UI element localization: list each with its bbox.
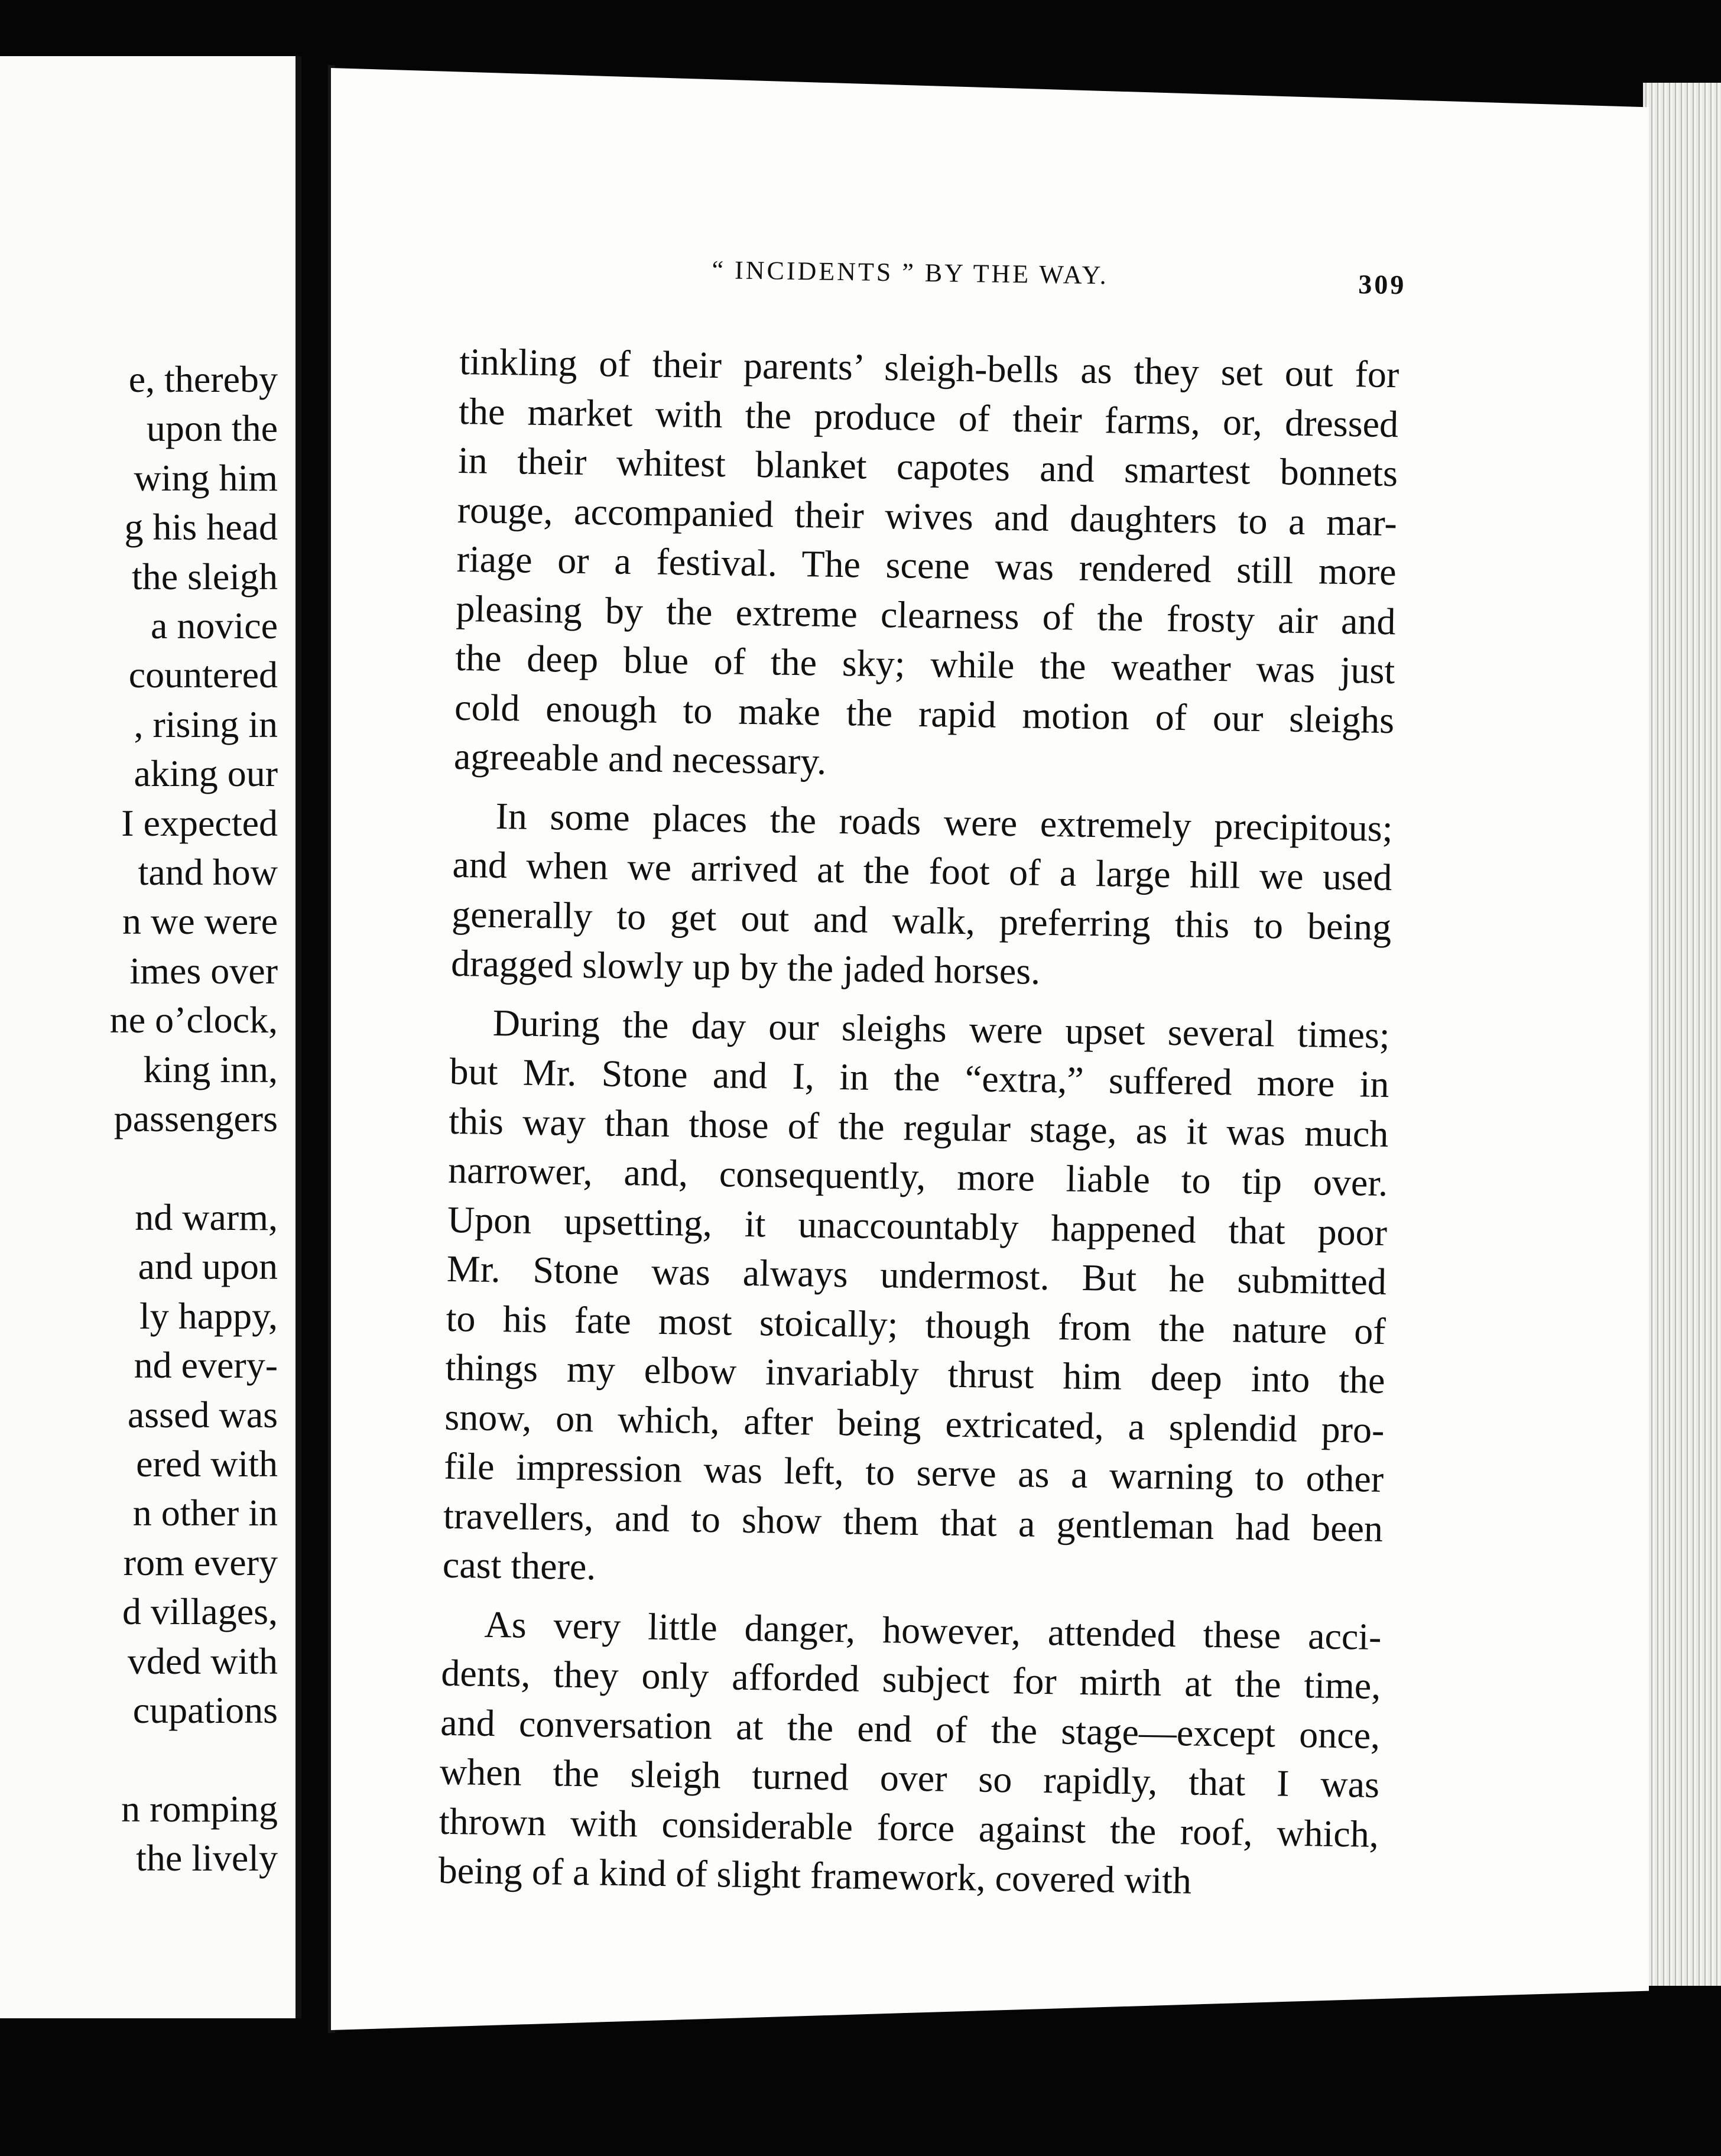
left-page-line: nd every-	[134, 1344, 278, 1387]
text-line: snow, on which, after being extricated, a splendid pro-	[444, 1395, 1385, 1451]
left-page-line: passengers	[113, 1098, 278, 1140]
text-line: Upon upsetting, it unaccountably happened that poor	[447, 1198, 1388, 1254]
left-page-line: n other in	[132, 1492, 278, 1534]
left-page-line: assed was	[127, 1393, 278, 1436]
left-page-line	[110, 1144, 278, 1193]
left-page-line: a novice	[151, 605, 278, 647]
text-line: agreeable and necessary.	[453, 735, 827, 782]
left-page-line: king inn,	[143, 1048, 278, 1090]
text-line: narrower, and, consequently, more liable to tip over.	[447, 1148, 1388, 1204]
text-line: In some places the roads were extremely precipitous;	[495, 794, 1394, 849]
left-page-text	[110, 355, 278, 1883]
text-line: and when we arrived at the foot of a large hill we used	[452, 843, 1392, 899]
body-text	[438, 337, 1399, 1908]
left-page-line: d villages,	[122, 1590, 278, 1633]
left-page-line: g his head	[124, 506, 278, 548]
left-page-line: vded with	[127, 1639, 278, 1682]
left-page-line: n romping	[121, 1787, 278, 1830]
text-line: the market with the produce of their farms, or, dressed	[458, 389, 1399, 445]
paragraph	[442, 997, 1390, 1602]
paragraph	[451, 790, 1394, 1001]
left-page-line: tand how	[138, 851, 278, 894]
text-line: dents, they only afforded subject for mirth at the time,	[440, 1651, 1381, 1707]
left-page-line: ly happy,	[139, 1294, 278, 1337]
left-page-line: countered	[128, 654, 278, 696]
left-page-line: the sleigh	[131, 555, 278, 598]
left-page-line: rom every	[123, 1541, 278, 1583]
right-page-text	[438, 251, 1407, 1917]
left-page-line: nd warm,	[135, 1196, 278, 1238]
text-line: but Mr. Stone and I, in the “extra,” suffered more in	[449, 1050, 1389, 1106]
left-page-line: I expected	[121, 801, 278, 844]
text-line: riage or a festival. The scene was rendered still more	[456, 537, 1397, 593]
left-page	[0, 56, 301, 2018]
text-line: dragged slowly up by the jaded horses.	[450, 941, 1041, 992]
left-page-line: e, thereby	[128, 358, 278, 400]
text-line: when the sleigh turned over so rapidly, that I was	[439, 1750, 1380, 1806]
left-page-line: and upon	[138, 1245, 278, 1288]
page-edges	[1643, 83, 1721, 1986]
text-line: thrown with considerable force against the roof, which,	[439, 1800, 1379, 1855]
text-line: generally to get out and walk, preferring this to being	[451, 892, 1392, 948]
left-page-line: imes over	[129, 949, 278, 992]
left-page-line	[110, 1735, 278, 1784]
text-line: to his fate most stoically; though from the nature of	[446, 1297, 1386, 1352]
text-line: the deep blue of the sky; while the weather was just	[454, 636, 1395, 692]
left-page-line: wing him	[134, 456, 278, 499]
text-line: in their whitest blanket capotes and smartest bonnets	[457, 439, 1398, 495]
left-page-line: , rising in	[134, 703, 278, 745]
text-line: this way than those of the regular stage, as it was much	[448, 1099, 1389, 1155]
text-line: cast there.	[442, 1543, 596, 1588]
left-page-line: n we were	[122, 900, 278, 943]
running-head-title: “ INCIDENTS ” BY THE WAY.	[712, 255, 1109, 290]
left-page-line: the lively	[136, 1837, 278, 1879]
left-page-line: cupations	[132, 1689, 278, 1731]
text-line: Mr. Stone was always undermost. But he submitted	[446, 1247, 1387, 1303]
left-page-line: ne o’clock,	[109, 999, 278, 1041]
text-line: and conversation at the end of the stage—except once,	[440, 1701, 1381, 1756]
page-number: 309	[1358, 269, 1407, 300]
text-line: rouge, accompanied their wives and daughters to a mar-	[457, 488, 1398, 544]
text-line: file impression was left, to serve as a warning to other	[443, 1444, 1384, 1500]
left-page-line: upon the	[146, 407, 278, 450]
text-line: cold enough to make the rapid motion of our sleighs	[454, 686, 1395, 741]
paragraph	[453, 337, 1399, 794]
paragraph	[438, 1599, 1382, 1908]
text-line: During the day our sleighs were upset several times;	[492, 1001, 1391, 1056]
text-line: travellers, and to show them that a gentleman had been	[443, 1494, 1384, 1550]
left-page-line: ered with	[136, 1442, 278, 1485]
text-line: As very little danger, however, attended these acci-	[484, 1603, 1382, 1658]
text-line: pleasing by the extreme clearness of the frosty air and	[456, 587, 1396, 642]
text-line: things my elbow invariably thrust him deep into the	[445, 1346, 1385, 1402]
text-line: tinkling of their parents’ sleigh-bells as they set out for	[459, 340, 1399, 396]
left-page-line: aking our	[134, 752, 278, 795]
text-line: being of a kind of slight framework, covered with	[438, 1849, 1192, 1902]
